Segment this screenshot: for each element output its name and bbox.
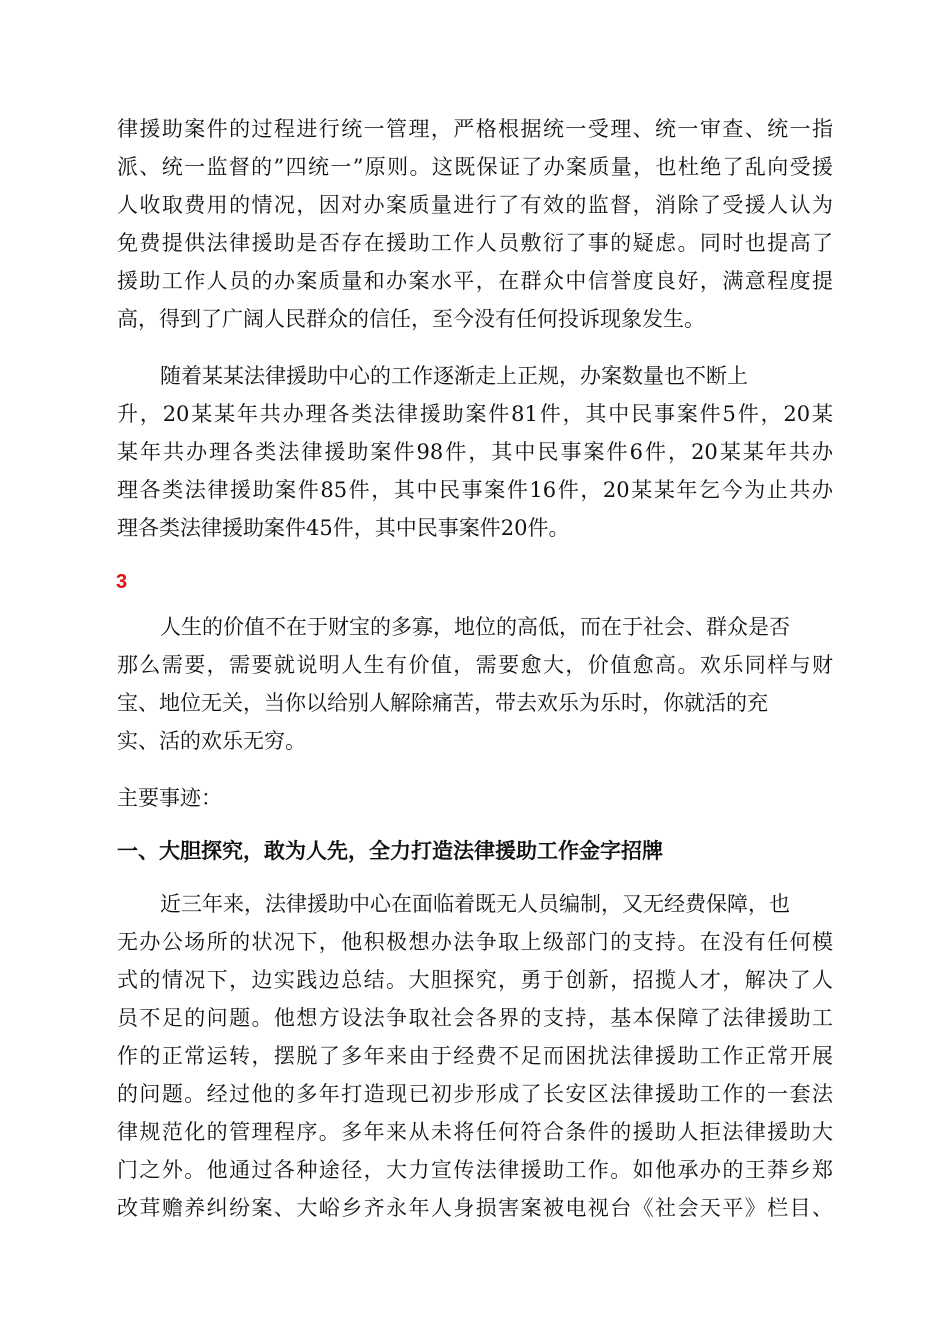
paragraph-4-line-1: 近三年来，法律援助中心在面临着既无人员编制，又无经费保障，也	[160, 892, 790, 916]
paragraph-4-line-5: 作的正常运转，摆脱了多年来由于经费不足而困扰法律援助工作正常开展	[117, 1044, 833, 1068]
section-heading-1: 一、大胆探究，敢为人先，全力打造法律援助工作金字招牌	[117, 838, 663, 863]
paragraph-1-line-6: 高，得到了广阔人民群众的信任，至今没有任何投诉现象发生。	[117, 307, 705, 331]
main-deeds-label: 主要事迹：	[117, 786, 222, 810]
paragraph-1-line-4: 免费提供法律援助是否存在援助工作人员敷衍了事的疑虑。同时也提高了	[117, 231, 833, 255]
paragraph-2-line-5: 理各类法律援助案件45件，其中民事案件20件。	[117, 516, 570, 540]
paragraph-2-line-4: 理各类法律援助案件85件，其中民事案件16件，20某某年乞今为止共办	[117, 478, 833, 502]
paragraph-4-line-7: 律规范化的管理程序。多年来从未将任何符合条件的援助人拒法律援助大	[117, 1120, 833, 1144]
paragraph-3-line-1: 人生的价值不在于财宝的多寡，地位的高低，而在于社会、群众是否	[160, 615, 790, 639]
paragraph-4-line-4: 员不足的问题。他想方设法争取社会各界的支持，基本保障了法律援助工	[117, 1006, 833, 1030]
paragraph-2-line-3: 某年共办理各类法律援助案件98件，其中民事案件6件，20某某年共办	[117, 440, 833, 464]
paragraph-1-line-5: 援助工作人员的办案质量和办案水平，在群众中信誉度良好，满意程度提	[117, 269, 833, 293]
paragraph-3-line-2: 那么需要，需要就说明人生有价值，需要愈大，价值愈高。欢乐同样与财	[117, 653, 833, 677]
paragraph-2-line-1: 随着某某法律援助中心的工作逐渐走上正规，办案数量也不断上	[160, 364, 748, 388]
paragraph-4-line-3: 式的情况下，边实践边总结。大胆探究，勇于创新，招揽人才，解决了人	[117, 968, 833, 992]
paragraph-3-line-3: 宝、地位无关，当你以给别人解除痛苦，带去欢乐为乐时，你就活的充	[117, 691, 768, 715]
paragraph-3-line-4: 实、活的欢乐无穷。	[117, 729, 306, 753]
paragraph-4-line-8: 门之外。他通过各种途径，大力宣传法律援助工作。如他承办的王莽乡郑	[117, 1158, 833, 1182]
paragraph-4-line-2: 无办公场所的状况下，他积极想办法争取上级部门的支持。在没有任何模	[117, 930, 833, 954]
paragraph-2-line-2: 升，20某某年共办理各类法律援助案件81件，其中民事案件5件，20某	[117, 402, 833, 426]
paragraph-1-line-1: 律援助案件的过程进行统一管理，严格根据统一受理、统一审查、统一指	[117, 117, 833, 141]
paragraph-4-line-6: 的问题。经过他的多年打造现已初步形成了长安区法律援助工作的一套法	[117, 1082, 833, 1106]
paragraph-1-line-3: 人收取费用的情况，因对办案质量进行了有效的监督，消除了受援人认为	[117, 193, 833, 217]
paragraph-1-line-2: 派、统一监督的”四统一”原则。这既保证了办案质量，也杜绝了乱向受援	[117, 155, 833, 179]
section-number: 3	[116, 571, 128, 593]
paragraph-4-line-9: 改茸赡养纠纷案、大峪乡齐永年人身损害案被电视台《社会天平》栏目、	[117, 1196, 833, 1220]
